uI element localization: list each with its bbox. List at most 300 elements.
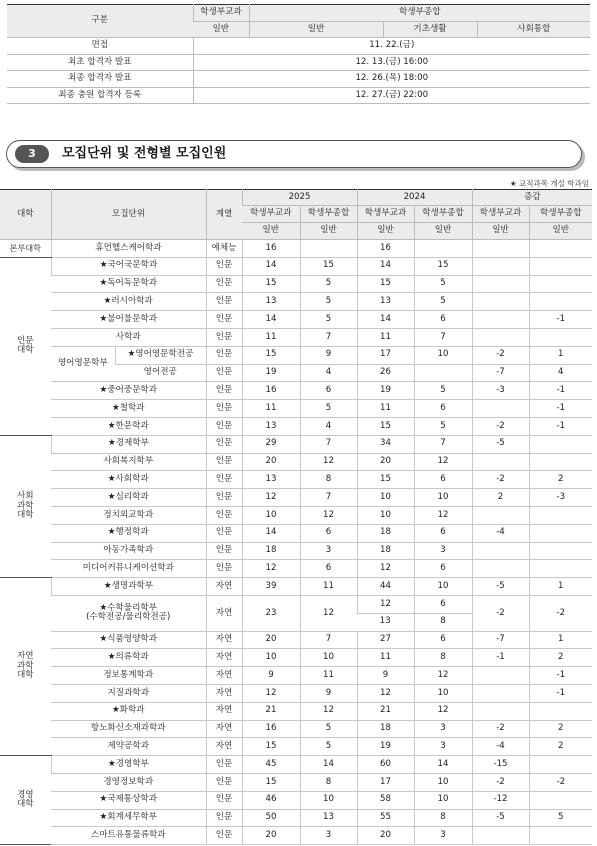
- value-cell: 13: [357, 293, 414, 311]
- section-number: 3: [15, 145, 49, 163]
- value-cell: 14: [242, 311, 300, 329]
- value-cell: 13: [300, 809, 357, 827]
- track-cell: 인문: [206, 542, 242, 560]
- value-cell: 16: [242, 720, 300, 738]
- value-cell: 60: [357, 756, 414, 774]
- value-cell: 3: [414, 738, 472, 756]
- section-heading: [6, 140, 588, 170]
- schedule-value: 12. 26.(목) 18:00: [193, 71, 590, 88]
- change-cell: -1: [529, 400, 592, 418]
- table-row: [0, 471, 592, 489]
- track-cell: 인문: [206, 453, 242, 471]
- value-cell: 16: [357, 240, 414, 258]
- schedule-value: 12. 13.(금) 16:00: [193, 54, 590, 71]
- value-cell: 8: [414, 649, 472, 667]
- schedule-label: 최종 합격자 발표: [7, 71, 193, 88]
- unit-cell: ★국제통상학과: [51, 791, 206, 809]
- value-cell: 8: [300, 773, 357, 791]
- enrollment-table: [0, 189, 592, 845]
- value-cell: 10: [242, 506, 300, 524]
- value-cell: 14: [242, 524, 300, 542]
- change-cell: [529, 293, 592, 311]
- value-cell: 29: [242, 435, 300, 453]
- header-comp-change: 학생부종합: [529, 206, 592, 223]
- value-cell: 6: [414, 560, 472, 578]
- value-cell: 45: [242, 756, 300, 774]
- value-cell: 12: [300, 506, 357, 524]
- header-unit: 모집단위: [51, 190, 206, 240]
- value-cell: 7: [414, 435, 472, 453]
- value-cell: 12: [414, 667, 472, 685]
- change-cell: [472, 257, 529, 275]
- value-cell: 14: [357, 311, 414, 329]
- change-cell: [472, 328, 529, 346]
- value-cell: 10: [300, 791, 357, 809]
- value-cell: 18: [357, 720, 414, 738]
- change-cell: [529, 453, 592, 471]
- value-cell: 14: [300, 756, 357, 774]
- value-cell: 16: [242, 382, 300, 400]
- track-cell: 인문: [206, 773, 242, 791]
- value-cell: 34: [357, 435, 414, 453]
- track-cell: 인문: [206, 524, 242, 542]
- value-cell: 4: [300, 417, 357, 435]
- value-cell: 14: [357, 257, 414, 275]
- change-cell: [529, 506, 592, 524]
- value-cell: 11: [357, 328, 414, 346]
- unit-cell: 사학과: [51, 328, 206, 346]
- track-cell: 인문: [206, 809, 242, 827]
- change-cell: [529, 756, 592, 774]
- value-cell: 12: [357, 684, 414, 702]
- value-cell: 6: [414, 524, 472, 542]
- table-row: [0, 667, 592, 685]
- header-general: 일반: [472, 223, 529, 240]
- track-cell: 인문: [206, 827, 242, 845]
- value-cell: [414, 240, 472, 258]
- track-cell: 자연: [206, 720, 242, 738]
- value-cell: 11: [300, 578, 357, 596]
- value-cell: 12: [242, 489, 300, 507]
- table-row: [0, 346, 592, 364]
- schedule-row: [7, 54, 590, 71]
- unit-cell: ★행정학과: [51, 524, 206, 542]
- table-row: [0, 649, 592, 667]
- change-cell: [529, 560, 592, 578]
- change-cell: [472, 702, 529, 720]
- value-cell: 12: [242, 560, 300, 578]
- value-cell: 10: [357, 489, 414, 507]
- table-row: [0, 257, 592, 275]
- college-cell: 사회 과학 대학: [0, 435, 51, 577]
- change-cell: -2: [472, 346, 529, 364]
- table-row: [0, 684, 592, 702]
- value-cell: 13: [242, 293, 300, 311]
- unit-cell: ★국어국문학과: [51, 257, 206, 275]
- college-cell: 본부대학: [0, 240, 51, 258]
- track-cell: 인문: [206, 311, 242, 329]
- value-cell: 6: [300, 524, 357, 542]
- value-cell: 20: [242, 631, 300, 649]
- track-cell: 인문: [206, 275, 242, 293]
- header-2025: 2025: [242, 190, 357, 206]
- change-cell: [472, 667, 529, 685]
- header-comprehensive: 학생부종합: [249, 5, 590, 22]
- value-cell: 58: [357, 791, 414, 809]
- value-cell: 18: [242, 542, 300, 560]
- value-cell: 6: [300, 560, 357, 578]
- change-cell: -2: [472, 471, 529, 489]
- unit-cell: ★철학과: [51, 400, 206, 418]
- change-cell: [529, 257, 592, 275]
- value-cell: 15: [242, 773, 300, 791]
- table-row: [0, 382, 592, 400]
- header-general2: 일반: [249, 21, 383, 38]
- track-cell: 인문: [206, 435, 242, 453]
- value-cell: 9: [242, 667, 300, 685]
- value-cell: 55: [357, 809, 414, 827]
- value-cell: 10: [414, 684, 472, 702]
- change-cell: [529, 702, 592, 720]
- header-record-2025: 학생부교과: [242, 206, 300, 223]
- table-row: [0, 791, 592, 809]
- value-cell: 12: [300, 453, 357, 471]
- change-cell: -5: [472, 578, 529, 596]
- header-general: 일반: [529, 223, 592, 240]
- track-cell: 인문: [206, 489, 242, 507]
- change-cell: [529, 240, 592, 258]
- change-cell: -7: [472, 631, 529, 649]
- change-cell: 2: [529, 649, 592, 667]
- change-cell: -3: [472, 382, 529, 400]
- header-basic: 기초생활: [383, 21, 477, 38]
- value-cell: 5: [300, 293, 357, 311]
- change-cell: -1: [529, 382, 592, 400]
- value-cell: 5: [300, 738, 357, 756]
- change-cell: 1: [529, 346, 592, 364]
- unit-cell: ★수학물리학부 (수학전공/물리학전공): [51, 595, 206, 631]
- header-record-change: 학생부교과: [472, 206, 529, 223]
- change-cell: [472, 240, 529, 258]
- value-cell: 19: [242, 364, 300, 382]
- table-row: [0, 328, 592, 346]
- value-cell: 6: [414, 631, 472, 649]
- change-cell: [472, 684, 529, 702]
- change-cell: [472, 400, 529, 418]
- change-cell: -2: [472, 773, 529, 791]
- college-cell: 자연 과학 대학: [0, 578, 51, 756]
- unit-cell: ★회계세무학부: [51, 809, 206, 827]
- change-cell: -1: [529, 667, 592, 685]
- table-row: [0, 560, 592, 578]
- value-cell: 5: [414, 275, 472, 293]
- change-cell: [472, 506, 529, 524]
- change-cell: [529, 542, 592, 560]
- value-cell: 17: [357, 773, 414, 791]
- value-cell: 6: [414, 311, 472, 329]
- value-cell: 26: [357, 364, 414, 382]
- header-general: 일반: [193, 21, 249, 38]
- schedule-row: [7, 71, 590, 88]
- value-cell: 10: [242, 649, 300, 667]
- table-row: [0, 809, 592, 827]
- value-cell: 10: [357, 506, 414, 524]
- value-cell: 5: [300, 311, 357, 329]
- track-cell: 인문: [206, 756, 242, 774]
- change-cell: -2: [529, 595, 592, 631]
- header-general: 일반: [242, 223, 300, 240]
- schedule-label: 최초 합격자 발표: [7, 54, 193, 71]
- value-cell: 14: [414, 756, 472, 774]
- change-cell: -2: [472, 417, 529, 435]
- unit-cell: 정보통계학과: [51, 667, 206, 685]
- header-social: 사회통합: [477, 21, 590, 38]
- table-row: [0, 293, 592, 311]
- value-cell: 15: [357, 471, 414, 489]
- unit-cell: ★의류학과: [51, 649, 206, 667]
- value-cell: 46: [242, 791, 300, 809]
- value-cell: [414, 364, 472, 382]
- value-cell: 3: [300, 827, 357, 845]
- change-cell: -15: [472, 756, 529, 774]
- track-cell: 인문: [206, 506, 242, 524]
- change-cell: [472, 311, 529, 329]
- unit-cell: ★영어영문학전공: [115, 346, 206, 364]
- value-cell: 20: [357, 453, 414, 471]
- value-cell: 15: [242, 346, 300, 364]
- track-cell: 인문: [206, 293, 242, 311]
- table-row: [0, 702, 592, 720]
- value-cell: 8: [414, 613, 472, 631]
- unit-cell: ★생명과학부: [51, 578, 206, 596]
- value-cell: 15: [357, 417, 414, 435]
- value-cell: 12: [414, 453, 472, 471]
- header-gubun: 구분: [7, 5, 193, 38]
- value-cell: 6: [414, 471, 472, 489]
- unit-cell: ★사회학과: [51, 471, 206, 489]
- track-cell: 인문: [206, 791, 242, 809]
- value-cell: 5: [414, 417, 472, 435]
- table-row: [0, 720, 592, 738]
- unit-cell: 미디어커뮤니케이션학과: [51, 560, 206, 578]
- change-cell: 2: [529, 471, 592, 489]
- value-cell: 13: [357, 613, 414, 631]
- change-cell: 2: [529, 720, 592, 738]
- table-row: [0, 542, 592, 560]
- value-cell: 10: [414, 346, 472, 364]
- value-cell: 15: [414, 257, 472, 275]
- track-cell: 자연: [206, 702, 242, 720]
- value-cell: 5: [300, 720, 357, 738]
- value-cell: 3: [414, 720, 472, 738]
- header-track: 계열: [206, 190, 242, 240]
- value-cell: 10: [414, 578, 472, 596]
- college-cell: 경영 대학: [0, 756, 51, 845]
- unit-cell: 제약공학과: [51, 738, 206, 756]
- value-cell: 5: [300, 400, 357, 418]
- header-record-2024: 학생부교과: [357, 206, 414, 223]
- schedule-value: 11. 22.(금): [193, 38, 590, 55]
- table-row: [0, 311, 592, 329]
- value-cell: 11: [242, 328, 300, 346]
- change-cell: 1: [529, 631, 592, 649]
- value-cell: 8: [414, 809, 472, 827]
- value-cell: 7: [300, 328, 357, 346]
- change-cell: [529, 827, 592, 845]
- track-cell: 인문: [206, 400, 242, 418]
- table-row: [0, 631, 592, 649]
- value-cell: 20: [242, 453, 300, 471]
- unit-cell: ★불어불문학과: [51, 311, 206, 329]
- value-cell: 5: [414, 293, 472, 311]
- value-cell: 19: [357, 382, 414, 400]
- track-cell: 인문: [206, 417, 242, 435]
- value-cell: 12: [357, 560, 414, 578]
- change-cell: -2: [472, 720, 529, 738]
- value-cell: 20: [357, 827, 414, 845]
- value-cell: 6: [414, 595, 472, 613]
- change-cell: -3: [529, 489, 592, 507]
- value-cell: 11: [242, 400, 300, 418]
- table-row: [0, 773, 592, 791]
- unit-cell: ★식품영양학과: [51, 631, 206, 649]
- change-cell: [529, 524, 592, 542]
- table-row: [0, 417, 592, 435]
- value-cell: 12: [300, 702, 357, 720]
- value-cell: 11: [357, 400, 414, 418]
- change-cell: [472, 275, 529, 293]
- change-cell: -5: [472, 809, 529, 827]
- value-cell: 5: [414, 382, 472, 400]
- table-row: [0, 400, 592, 418]
- track-cell: 자연: [206, 667, 242, 685]
- value-cell: 7: [300, 489, 357, 507]
- value-cell: 15: [242, 738, 300, 756]
- unit-cell: 사회복지학부: [51, 453, 206, 471]
- value-cell: 15: [242, 275, 300, 293]
- value-cell: 18: [357, 524, 414, 542]
- value-cell: 17: [357, 346, 414, 364]
- change-cell: 2: [472, 489, 529, 507]
- value-cell: 21: [242, 702, 300, 720]
- value-cell: 6: [300, 382, 357, 400]
- value-cell: 16: [242, 240, 300, 258]
- change-cell: [472, 453, 529, 471]
- change-cell: 1: [529, 578, 592, 596]
- value-cell: 7: [300, 631, 357, 649]
- value-cell: 12: [414, 702, 472, 720]
- unit-cell: ★한문학과: [51, 417, 206, 435]
- change-cell: 2: [529, 738, 592, 756]
- value-cell: 12: [300, 595, 357, 631]
- track-cell: 자연: [206, 595, 242, 631]
- unit-group-cell: 영어영문학부: [51, 346, 115, 382]
- track-cell: 자연: [206, 738, 242, 756]
- unit-cell: ★중어중문학과: [51, 382, 206, 400]
- value-cell: 19: [357, 738, 414, 756]
- unit-cell: ★러시아학과: [51, 293, 206, 311]
- change-cell: [529, 275, 592, 293]
- change-cell: -1: [529, 417, 592, 435]
- table-row: [0, 756, 592, 774]
- unit-cell: ★경제학부: [51, 435, 206, 453]
- value-cell: 12: [242, 684, 300, 702]
- header-general: 일반: [414, 223, 472, 240]
- track-cell: 자연: [206, 684, 242, 702]
- value-cell: 44: [357, 578, 414, 596]
- table-row: [0, 827, 592, 845]
- header-college: 대학: [0, 190, 51, 240]
- value-cell: 10: [414, 489, 472, 507]
- change-cell: -1: [529, 684, 592, 702]
- change-cell: [472, 827, 529, 845]
- unit-cell: 지질과학과: [51, 684, 206, 702]
- unit-cell: 스마트유통물류학과: [51, 827, 206, 845]
- change-cell: [529, 435, 592, 453]
- table-row: [0, 738, 592, 756]
- table-row: [0, 595, 592, 613]
- change-cell: -2: [529, 773, 592, 791]
- track-cell: 인문: [206, 346, 242, 364]
- value-cell: 15: [300, 257, 357, 275]
- change-cell: -5: [472, 435, 529, 453]
- value-cell: 9: [300, 684, 357, 702]
- change-cell: [472, 560, 529, 578]
- schedule-row: [7, 38, 590, 55]
- value-cell: 20: [242, 827, 300, 845]
- value-cell: 5: [300, 275, 357, 293]
- value-cell: 10: [414, 791, 472, 809]
- section-title: 모집단위 및 전형별 모집인원: [62, 146, 227, 161]
- change-cell: 4: [529, 364, 592, 382]
- change-cell: -12: [472, 791, 529, 809]
- schedule-label: 면접: [7, 38, 193, 55]
- value-cell: 14: [242, 257, 300, 275]
- unit-cell: 휴먼헬스케어학과: [51, 240, 206, 258]
- value-cell: 8: [300, 471, 357, 489]
- change-cell: -1: [472, 649, 529, 667]
- table-row: [0, 506, 592, 524]
- change-cell: -7: [472, 364, 529, 382]
- table-row: [0, 240, 592, 258]
- table-row: [0, 275, 592, 293]
- table-row: [0, 524, 592, 542]
- value-cell: 18: [357, 542, 414, 560]
- unit-cell: ★경영학부: [51, 756, 206, 774]
- track-cell: 자연: [206, 631, 242, 649]
- unit-cell: 아동가족학과: [51, 542, 206, 560]
- header-2024: 2024: [357, 190, 472, 206]
- track-cell: 인문: [206, 471, 242, 489]
- value-cell: 12: [357, 595, 414, 613]
- track-cell: 인문: [206, 382, 242, 400]
- change-cell: -4: [472, 738, 529, 756]
- value-cell: 3: [300, 542, 357, 560]
- schedule-row: [7, 87, 590, 104]
- schedule-value: 12. 27.(금) 22:00: [193, 87, 590, 104]
- value-cell: [300, 240, 357, 258]
- schedule-table: [7, 4, 590, 104]
- footnote-note: ★ 교직과목 개설 학과임: [509, 179, 589, 188]
- value-cell: 9: [357, 667, 414, 685]
- unit-cell: ★화학과: [51, 702, 206, 720]
- value-cell: 7: [300, 435, 357, 453]
- college-cell: 인문 대학: [0, 257, 51, 435]
- track-cell: 인문: [206, 364, 242, 382]
- unit-cell: 경영정보학과: [51, 773, 206, 791]
- track-cell: 예체능: [206, 240, 242, 258]
- value-cell: 11: [357, 649, 414, 667]
